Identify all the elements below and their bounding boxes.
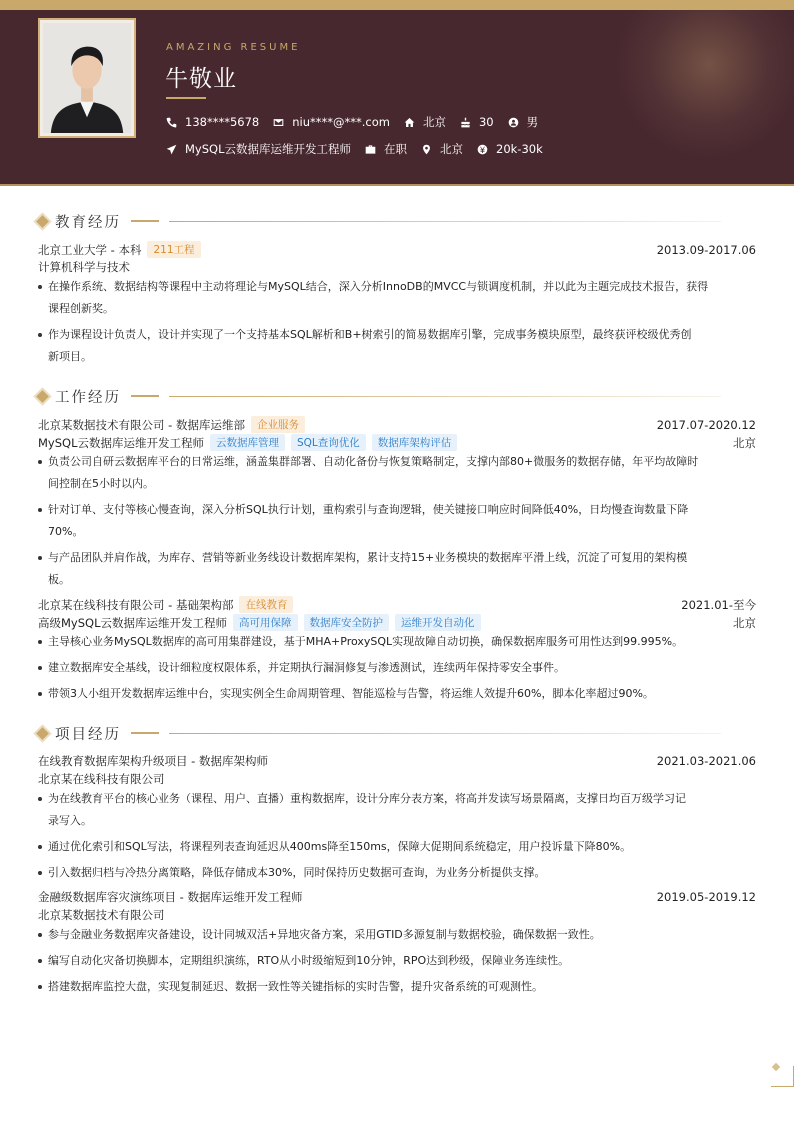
section-label: 教育经历 xyxy=(55,214,121,231)
section-label: 工作经历 xyxy=(55,389,121,406)
project-name: 在线教育数据库架构升级项目 - 数据库架构师 xyxy=(38,754,268,768)
header-glow xyxy=(614,10,794,160)
section-diamond-icon xyxy=(36,727,49,740)
bullet-line: 在操作系统、数据结构等课程中主动将理论与MySQL结合，深入分析InnoDB的MVCC与锁调度机制，并以此为主题完成技术报告，获得 xyxy=(48,280,709,293)
person-icon xyxy=(508,117,519,128)
project-bullet xyxy=(38,788,756,832)
education-major xyxy=(38,259,756,275)
bullet-line: 70%。 xyxy=(48,525,84,538)
section-diamond-icon xyxy=(36,390,49,403)
project-date: 2019.05-2019.12 xyxy=(656,890,756,904)
work-bullet xyxy=(38,547,756,591)
target-position-item xyxy=(166,141,351,157)
work-role-row xyxy=(38,434,756,451)
bullet-line: 搭建数据库监控大盘，实现复制延迟、数据一致性等关键指标的实时告警，提升灾备系统的可观测性。 xyxy=(48,980,543,993)
bullet-line: 建立数据库安全基线，设计细粒度权限体系，并定期执行漏洞修复与渗透测试，连续两年保持零安全事件。 xyxy=(48,661,565,674)
salary-item xyxy=(477,142,543,156)
work-date: 2021.01-至今 xyxy=(681,597,756,612)
bullet-line: 课程创新奖。 xyxy=(48,302,114,315)
work-company: 北京某数据技术有限公司 - 数据库运维部 xyxy=(38,417,245,432)
target-position-value: MySQL云数据库运维开发工程师 xyxy=(185,142,351,156)
profile-photo-frame xyxy=(38,18,136,138)
section-long-rule xyxy=(169,733,721,734)
age-item xyxy=(460,115,494,129)
status-value: 在职 xyxy=(384,142,407,156)
project-bullet xyxy=(38,862,756,884)
hometown-value: 北京 xyxy=(422,115,446,129)
section-label: 项目经历 xyxy=(55,726,121,743)
work-bullet xyxy=(38,657,756,679)
bullet-line: 负责公司自研云数据库平台的日常运维，涵盖集群部署、自动化备份与恢复策略制定，支撑内部80+微服务的数据存储，年平均故障时 xyxy=(48,455,699,468)
header-bottom-rule xyxy=(0,184,794,186)
email-value: niu****@***.com xyxy=(292,115,390,129)
phone-icon xyxy=(166,117,177,128)
bullet-line: 针对订单、支付等核心慢查询，深入分析SQL执行计划，重构索引与查询逻辑，使关键接口响应时间降低40%，日均慢查询数量下降 xyxy=(48,503,689,516)
skill-tag: 云数据库管理 xyxy=(210,434,285,451)
bullet-line: 参与金融业务数据库灾备建设，设计同城双活+异地灾备方案，采用GTID多源复制与数据校验，确保数据一致性。 xyxy=(48,928,601,941)
phone-value: 138****5678 xyxy=(185,115,260,129)
resume-tagline: AMAZING RESUME xyxy=(166,42,301,53)
skill-tag: 运维开发自动化 xyxy=(395,614,481,631)
education-entry-header xyxy=(38,241,756,258)
industry-tag: 在线教育 xyxy=(239,596,293,613)
bullet-line: 作为课程设计负责人，设计并实现了一个支持基本SQL解析和B+树索引的简易数据库引擎，完成事务模块原型，最终获评校级优秀创 xyxy=(48,328,692,341)
skill-tag: 数据库架构评估 xyxy=(372,434,458,451)
age-value: 30 xyxy=(478,115,494,129)
education-bullet xyxy=(38,324,756,368)
section-long-rule xyxy=(169,396,721,397)
candidate-name: 牛敬业 xyxy=(165,66,237,92)
home-icon xyxy=(404,117,415,128)
project-name: 金融级数据库容灾演练项目 - 数据库运维开发工程师 xyxy=(38,890,303,904)
skill-tag: 数据库安全防护 xyxy=(304,614,390,631)
section-diamond-icon xyxy=(36,215,49,228)
contact-row xyxy=(166,114,552,130)
work-bullet xyxy=(38,683,756,705)
work-entry-header xyxy=(38,416,756,433)
gender-value: 男 xyxy=(526,115,539,129)
bullet-line: 主导核心业务MySQL数据库的高可用集群建设，基于MHA+ProxySQL实现故障自动切换，确保数据库服务可用性达到99.995%。 xyxy=(48,635,684,648)
email-item xyxy=(273,115,390,129)
work-role-row xyxy=(38,614,756,631)
salary-value: 20k-30k xyxy=(496,142,543,156)
project-company: 北京某在线科技有限公司 xyxy=(38,772,165,786)
section-short-rule xyxy=(131,732,159,734)
work-bullet xyxy=(38,451,756,495)
phone-item xyxy=(166,115,259,129)
project-date: 2021.03-2021.06 xyxy=(656,754,756,768)
project-bullet xyxy=(38,836,756,858)
job-intent-row xyxy=(166,141,557,157)
section-work-title xyxy=(34,386,721,406)
education-major-text: 计算机科学与技术 xyxy=(38,260,130,274)
gender-item xyxy=(508,114,539,130)
project-company-row xyxy=(38,771,756,787)
bullet-line: 板。 xyxy=(48,573,70,586)
section-long-rule xyxy=(169,221,721,222)
bullet-line: 录写入。 xyxy=(48,814,92,827)
education-school: 北京工业大学 - 本科 xyxy=(38,242,142,257)
education-date: 2013.09-2017.06 xyxy=(656,242,756,257)
work-role: MySQL云数据库运维开发工程师 xyxy=(38,435,204,450)
hometown-item xyxy=(404,114,446,130)
target-city-value: 北京 xyxy=(440,142,463,156)
project-entry-header xyxy=(38,889,756,905)
bullet-line: 为在线教育平台的核心业务（课程、用户、直播）重构数据库，设计分库分表方案，将高并发读写场景隔离，支撑日均百万级学习记 xyxy=(48,792,686,805)
work-bullet xyxy=(38,631,756,653)
project-company: 北京某数据技术有限公司 xyxy=(38,908,165,922)
skill-tag: SQL查询优化 xyxy=(291,434,366,451)
top-accent-bar xyxy=(0,0,794,10)
project-bullet xyxy=(38,924,756,946)
project-entry-header xyxy=(38,753,756,769)
work-city: 北京 xyxy=(733,435,756,450)
bullet-line: 间控制在5小时以内。 xyxy=(48,477,154,490)
status-item xyxy=(365,141,407,157)
money-icon xyxy=(477,144,488,155)
send-icon xyxy=(166,144,177,155)
project-bullet xyxy=(38,950,756,972)
skill-tag: 高可用保障 xyxy=(233,614,298,631)
bullet-line: 与产品团队并肩作战，为库存、营销等新业务线设计数据库架构，累计支持15+业务模块的数据库平滑上线，沉淀了可复用的架构模 xyxy=(48,551,688,564)
profile-photo xyxy=(43,23,131,133)
bullet-line: 引入数据归档与冷热分离策略，降低存储成本30%，同时保持历史数据可查询，为业务分析提供支撑。 xyxy=(48,866,546,879)
target-city-item xyxy=(421,141,463,157)
bullet-line: 通过优化索引和SQL写法，将课程列表查询延迟从400ms降至150ms，保障大促期间系统稳定，用户投诉量下降80%。 xyxy=(48,840,632,853)
education-bullet xyxy=(38,276,756,320)
email-icon xyxy=(273,117,284,128)
section-short-rule xyxy=(131,220,159,222)
briefcase-icon xyxy=(365,144,376,155)
education-tag: 211工程 xyxy=(147,241,200,258)
name-underline xyxy=(166,97,206,99)
project-company-row xyxy=(38,907,756,923)
bullet-line: 带领3人小组开发数据库运维中台，实现实例全生命周期管理、智能巡检与告警，将运维人效提升60%，脚本化率超过90%。 xyxy=(48,687,654,700)
work-bullet xyxy=(38,499,756,543)
bullet-line: 新项目。 xyxy=(48,350,92,363)
project-bullet xyxy=(38,976,756,998)
work-date: 2017.07-2020.12 xyxy=(656,417,756,432)
work-role: 高级MySQL云数据库运维开发工程师 xyxy=(38,615,227,630)
location-pin-icon xyxy=(421,144,432,155)
work-company: 北京某在线科技有限公司 - 基础架构部 xyxy=(38,597,234,612)
section-education-title xyxy=(34,211,721,231)
bullet-line: 编写自动化灾备切换脚本，定期组织演练，RTO从小时级缩短到10分钟，RPO达到秒级，保障业务连续性。 xyxy=(48,954,570,967)
section-short-rule xyxy=(131,395,159,397)
work-city: 北京 xyxy=(733,615,756,630)
industry-tag: 企业服务 xyxy=(251,416,305,433)
cake-icon xyxy=(460,117,471,128)
section-projects-title xyxy=(34,723,721,743)
work-entry-header xyxy=(38,596,756,613)
